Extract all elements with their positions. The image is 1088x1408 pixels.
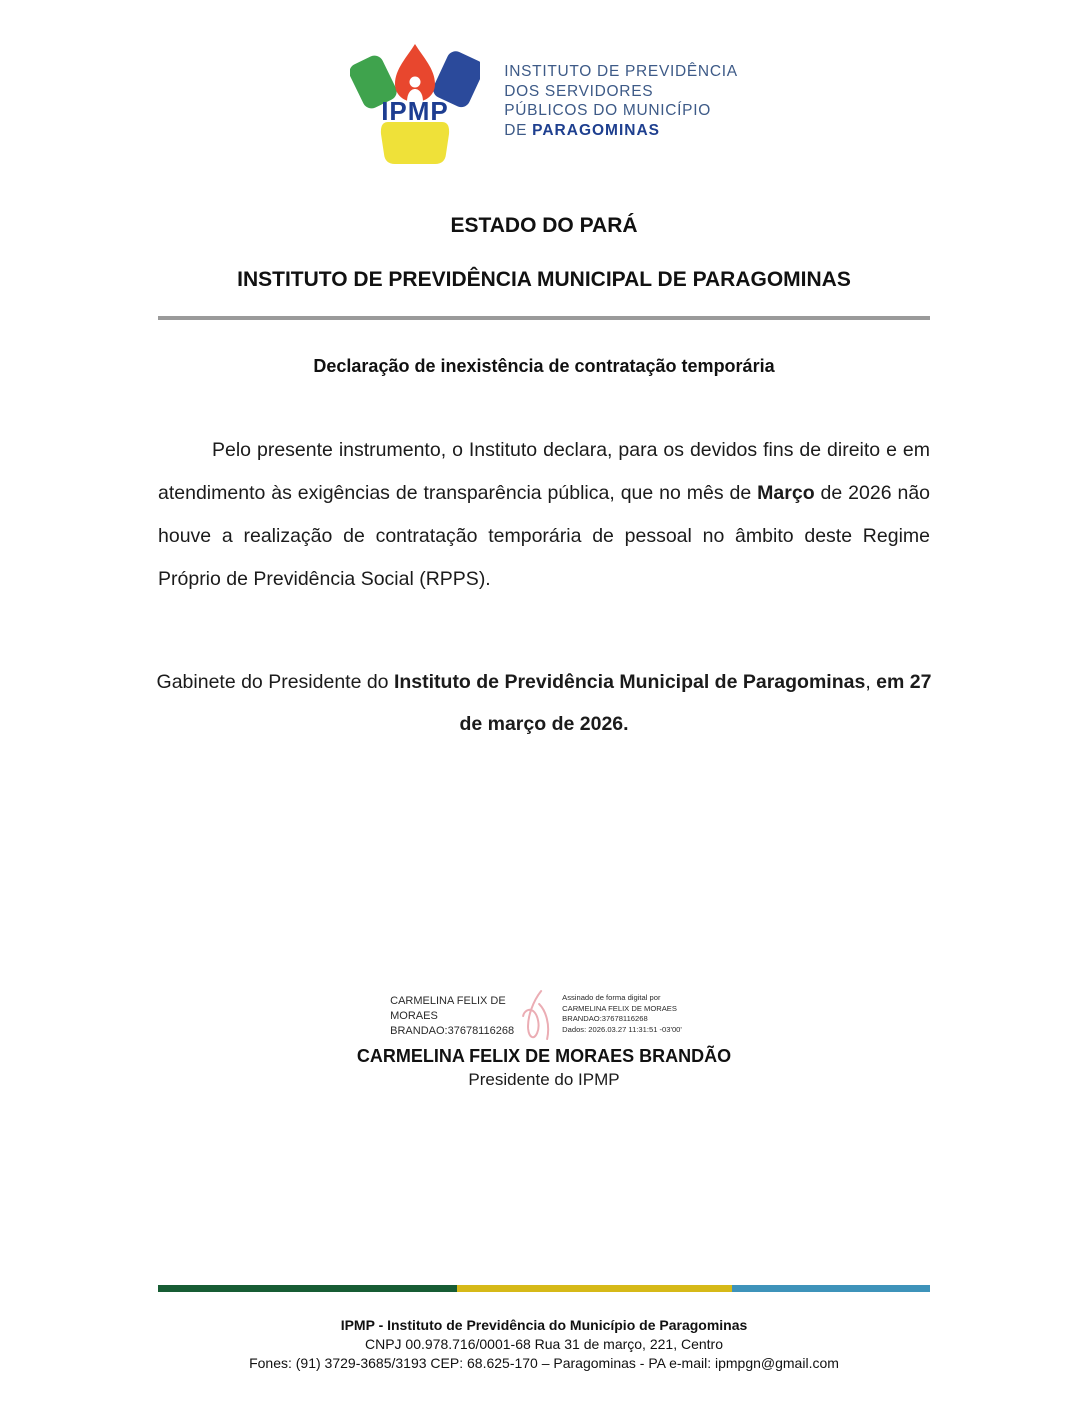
footer: [0, 1285, 1088, 1373]
state-heading: ESTADO DO PARÁ: [450, 214, 638, 237]
footer-text: [0, 1316, 1088, 1373]
bold-institute-name: Instituto de Previdência Municipal de Paragominas: [393, 671, 866, 693]
footer-org-line: IPMP - Instituto de Previdência do Município de Paragominas: [340, 1317, 748, 1333]
org-name-block: [504, 42, 738, 140]
signer-name: CARMELINA FELIX DE MORAES BRANDÃO: [356, 1046, 732, 1066]
footer-contact-line: Fones: (91) 3729-3685/3193 CEP: 68.625-170 – Paragominas - PA e-mail: ipmpgn@gmail.com: [249, 1355, 839, 1371]
org-name-line: DOS SERVIDORES: [504, 82, 654, 100]
closing-paragraph: Gabinete do Presidente do Instituto de Previdência Municipal de Paragominas, em 27 de março de 2026.: [156, 671, 932, 735]
stamp-signer-name: CARMELINA FELIX DE MORAES BRANDAO:37678116268: [390, 995, 515, 1037]
footer-bar-green: [158, 1285, 457, 1292]
document-title: Declaração de inexistência de contratação temporária: [313, 356, 775, 376]
footer-color-bar: [158, 1285, 930, 1292]
digital-signature-stamp: [390, 988, 704, 1044]
footer-bar-blue: [732, 1285, 930, 1292]
signer-title: Presidente do IPMP: [468, 1070, 620, 1089]
institute-heading: INSTITUTO DE PREVIDÊNCIA MUNICIPAL DE PARAGOMINAS: [237, 268, 851, 291]
bold-date: em 27 de março de 2026.: [459, 671, 932, 735]
logo-candle-shape: [381, 122, 449, 164]
divider-rule: [158, 316, 930, 320]
org-name-line: PÚBLICOS DO MUNICÍPIO: [504, 102, 711, 119]
letterhead: [0, 0, 1088, 164]
signature-squiggle-icon: [520, 988, 554, 1044]
org-name-line: INSTITUTO DE PREVIDÊNCIA: [504, 63, 738, 80]
footer-bar-yellow: [457, 1285, 732, 1292]
org-name-city: PARAGOMINAS: [532, 121, 660, 139]
body-paragraph: Pelo presente instrumento, o Instituto declara, para os devidos fins de direito e em atendimento às exigências de transparência pública, que no mês de Março de 2026 não houve a realização de contratação temporária de pessoal no âmbito deste Regime Próprio de Previdência Social (RPPS).: [158, 439, 931, 590]
footer-cnpj-line: CNPJ 00.978.716/0001-68 Rua 31 de março, 221, Centro: [364, 1336, 723, 1352]
bold-month: Março: [757, 482, 815, 504]
ipmp-logo-icon: [350, 42, 480, 164]
logo-flame-figure-head: [410, 77, 421, 88]
org-name-line: DE PARAGOMINAS: [504, 121, 660, 139]
logo-acronym: IPMP: [381, 96, 450, 126]
stamp-details: Assinado de forma digital por CARMELINA FELIX DE MORAES BRANDAO:37678116268 Dados: 2026.03.27 11:31:51 -03'00': [562, 993, 682, 1034]
